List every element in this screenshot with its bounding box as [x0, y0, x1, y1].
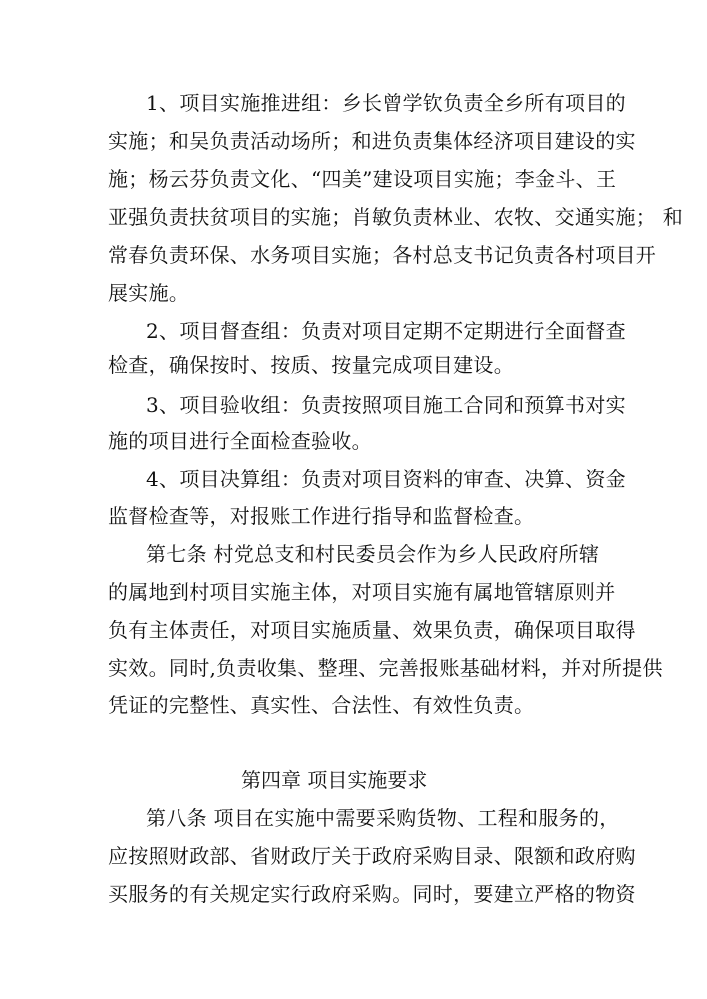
paragraph-5-line-1: 第七条 村党总支和村民委员会作为乡人民政府所辖	[146, 542, 600, 566]
paragraph-1-line-4: 亚强负责扶贫项目的实施；肖敏负责林业、农牧、交通实施； 和	[108, 205, 684, 229]
paragraph-6-line-1: 第八条 项目在实施中需要采购货物、工程和服务的，	[146, 806, 620, 830]
paragraph-6-line-3: 买服务的有关规定实行政府采购。同时，要建立严格的物资	[108, 882, 636, 906]
paragraph-2-line-2: 检查，确保按时、按质、按量完成项目建设。	[108, 353, 514, 377]
chapter-title: 第四章 项目实施要求	[241, 768, 428, 792]
paragraph-2-line-1: 2、项目督查组：负责对项目定期不定期进行全面督查	[146, 319, 626, 343]
paragraph-1-line-5: 常春负责环保、水务项目实施；各村总支书记负责各村项目开	[108, 243, 657, 267]
paragraph-5-line-5: 凭证的完整性、真实性、合法性、有效性负责。	[108, 693, 535, 717]
paragraph-1-line-3: 施；杨云芬负责文化、“四美”建设项目实施；李金斗、王	[108, 167, 617, 191]
paragraph-5-line-2: 的属地到村项目实施主体，对项目实施有属地管辖原则并	[108, 580, 616, 604]
paragraph-1-line-1: 1、项目实施推进组：乡长曾学钦负责全乡所有项目的	[146, 91, 626, 115]
paragraph-1-line-6: 展实施。	[108, 281, 190, 305]
paragraph-5-line-4: 实效。同时,负责收集、整理、完善报账基础材料，并对所提供	[108, 656, 663, 680]
paragraph-6-line-2: 应按照财政部、省财政厅关于政府采购目录、限额和政府购	[108, 844, 636, 868]
paragraph-5-line-3: 负有主体责任，对项目实施质量、效果负责，确保项目取得	[108, 618, 636, 642]
paragraph-1-line-2: 实施；和吴负责活动场所；和进负责集体经济项目建设的实	[108, 129, 636, 153]
paragraph-3-line-2: 施的项目进行全面检查验收。	[108, 429, 372, 453]
paragraph-4-line-2: 监督检查等，对报账工作进行指导和监督检查。	[108, 504, 535, 528]
paragraph-4-line-1: 4、项目决算组：负责对项目资料的审查、决算、资金	[146, 467, 626, 491]
paragraph-3-line-1: 3、项目验收组：负责按照项目施工合同和预算书对实	[146, 393, 626, 417]
